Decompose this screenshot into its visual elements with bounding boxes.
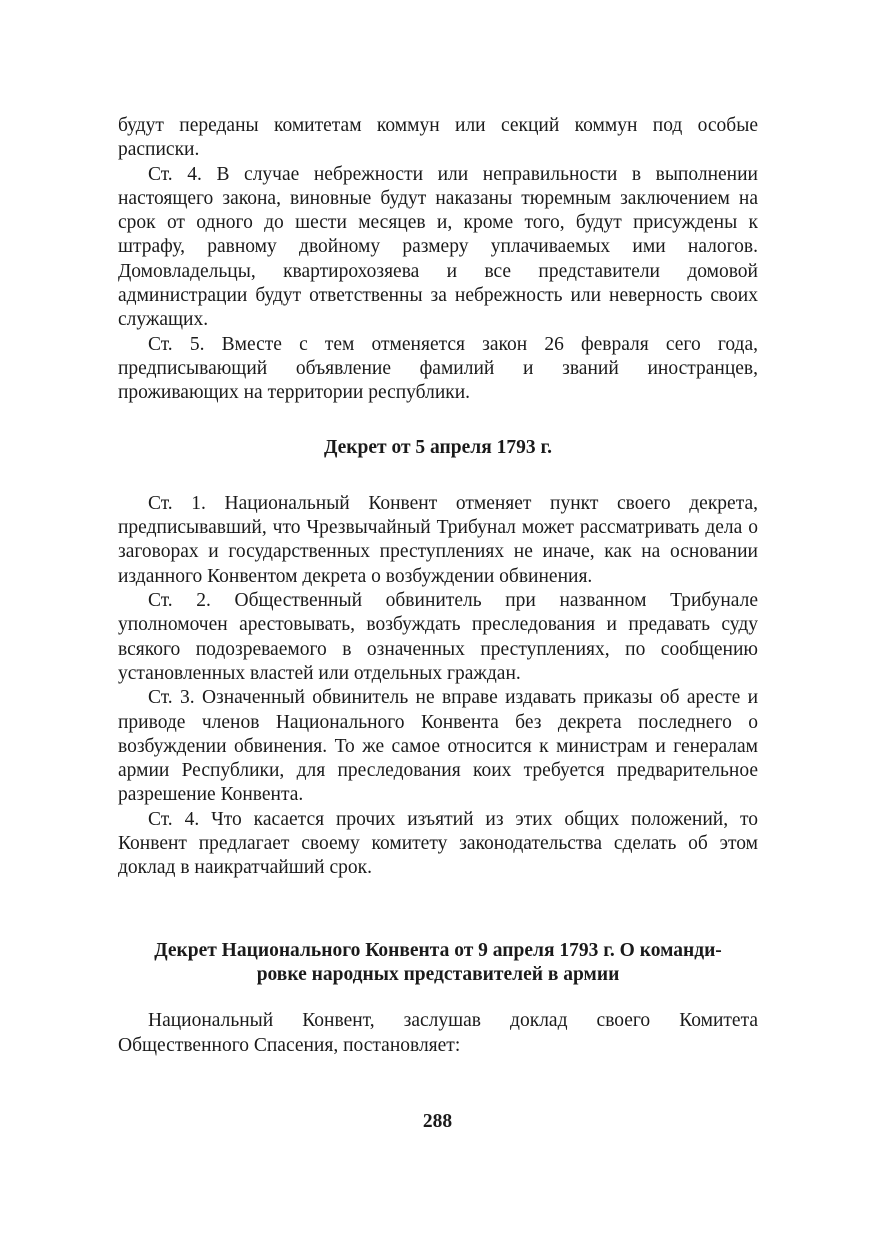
paragraph-article-4: Ст. 4. В случае небрежности или неправильности в выполнении настоящего закона, виновные будут наказаны тюремным заключением на срок от одного до шести месяцев и, кроме того, будут присуждены к штрафу, равному двойному размеру уплачиваемых ими налогов. Домовладельцы, квартирохозяева и все представители домовой администрации будут ответственны за небрежность или неверность своих служащих. xyxy=(118,163,758,331)
paragraph-decree-article-2: Ст. 2. Общественный обвинитель при названном Трибунале уполномочен арестовывать, возбуждать преследования и предавать суду всякого подозреваемого в означенных преступлениях, по сообщению установленных властей или отдельных граждан. xyxy=(118,590,758,684)
paragraph-decree-article-3: Ст. 3. Означенный обвинитель не вправе издавать приказы об аресте и приводе членов Национального Конвента без декрета последнего о возбуждении обвинения. То же самое относится к министрам и генералам армии Республики, для преследования коих требуется предварительное разрешение Конвента. xyxy=(118,687,758,806)
heading-decree-april-9 xyxy=(118,939,758,988)
paragraph-decree-article-1: Ст. 1. Национальный Конвент отменяет пункт своего декрета, предписывавший, что Чрезвычайный Трибунал может рассматривать дела о заговорах и государственных преступлениях не иначе, как на основании изданного Конвентом декрета о возбуждении обвинения. xyxy=(118,492,758,587)
paragraph-decree-article-4: Ст. 4. Что касается прочих изъятий из этих общих положений, то Конвент предлагает своему комитету законодательства сделать об этом доклад в наикратчайший срок. xyxy=(118,808,758,879)
heading-line-1: Декрет Национального Конвента от 9 апреля 1793 г. О команди- xyxy=(154,939,722,961)
paragraph-article-5: Ст. 5. Вместе с тем отменяется закон 26 февраля сего года, предписывающий объявление фамилий и званий иностранцев, проживающих на территории республики. xyxy=(118,333,758,404)
paragraph-convention-resolves: Национальный Конвент, заслушав доклад своего Комитета Общественного Спасения, постановляет: xyxy=(118,1010,758,1056)
heading-line-2: ровке народных представителей в армии xyxy=(256,963,620,985)
paragraph-continuation: будут переданы комитетам коммун или секций коммун под особые расписки. xyxy=(118,115,758,161)
document-page xyxy=(118,114,758,1058)
page-number: 288 xyxy=(422,1111,453,1132)
heading-decree-april-5: Декрет от 5 апреля 1793 г. xyxy=(323,436,553,458)
